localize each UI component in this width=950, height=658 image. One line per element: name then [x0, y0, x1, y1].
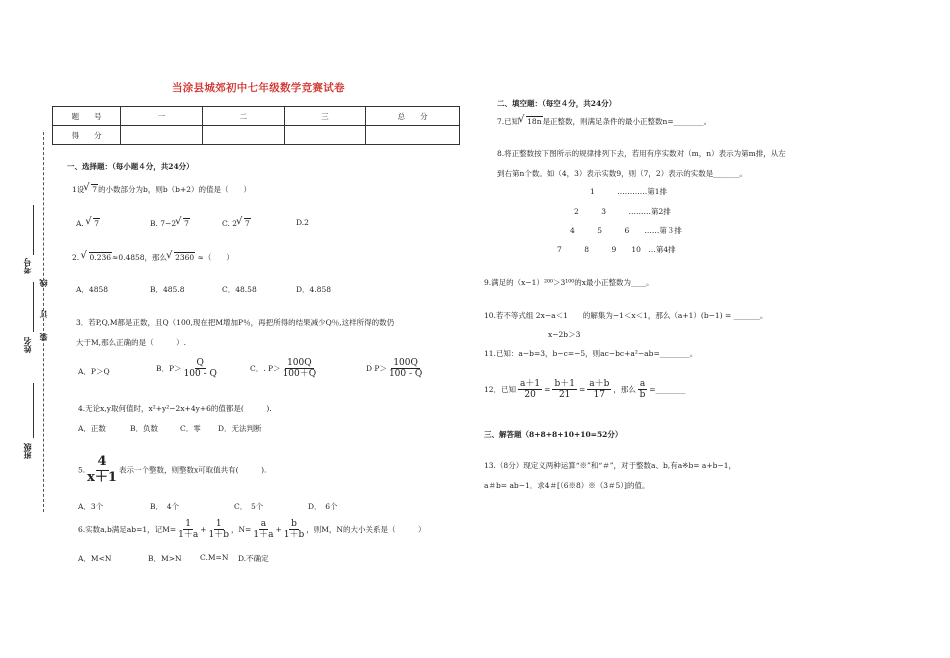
q4-option-a: A．正数	[78, 424, 106, 433]
score-header-item: 题 号	[53, 107, 121, 126]
xingming-blank-line	[33, 282, 34, 332]
q4-option-b: B．负数	[130, 424, 159, 433]
score-cell	[121, 126, 203, 145]
q13-line1: 13.（8分）现定义两种运算“※”和“＃”，对于整数a、b,有a※b= a+b−1，	[484, 461, 737, 470]
q4-text: 4.无论x,y取何值时，x²+y²−2x+4y+6的值都是( ).	[78, 404, 272, 413]
q5-option-a: A．3个	[78, 502, 104, 511]
question-5: 5. $\frac{4}{x+1}$ 表示一个整数，则整数x可取值共有( ).	[78, 454, 267, 485]
score-header-part2: 二	[202, 107, 284, 126]
q6-option-a: A．M<N	[78, 554, 112, 563]
score-header-part3: 三	[284, 107, 366, 126]
score-table-score-row	[53, 126, 460, 145]
q1-sqrt: √ 7	[84, 184, 98, 194]
q3-option-c: C．. P＞ $\frac{100Q}{100+Q}$	[250, 358, 317, 380]
q5-option-c: C． 5个	[234, 502, 264, 511]
q3-option-d: D P＞ $\frac{100Q}{100 - Q}$	[366, 358, 423, 380]
score-row-label: 得 分	[53, 126, 121, 145]
q4-option-c: C．零	[180, 424, 201, 433]
question-6: 6.实数a,b满足ab=1，记M= $\frac{1}{1+a}$ + $\frac{1}{1+b}$ ，N= $\frac{a}{1+a}$ + $\frac{b}{1+b}$ ，则M，N的大小关系是（ ）	[78, 519, 426, 541]
xingming-label: 姓名	[22, 337, 32, 353]
score-header-part1: 一	[121, 107, 203, 126]
question-12: 12．已知 $\frac{a+1}{20}$ = $\frac{b+1}{21}$ = $\frac{a+b}{17}$ ，那么 $\frac{a}{b}$ =________	[484, 379, 686, 401]
q5-option-b: B． 4个	[150, 502, 180, 511]
q13-line2: a＃b= ab−1．求4＃[（6※8）※（3＃5）]的值。	[484, 481, 650, 490]
q8-line2: 到右第n个数。如（4，3）表示实数9，则（7，2）表示的实数是_______。	[497, 169, 747, 178]
question-2: 2. √ 0.236≈0.4858，那么√ 2360 ≈（ ）	[72, 252, 234, 263]
q8-row-3: 4 5 6 ……第３排	[570, 226, 682, 235]
q9-text: 9.满足的（x−1）²⁰⁰＞3¹⁰⁰的x最小正整数为____。	[484, 278, 654, 287]
q6-option-d: D.不确定	[238, 554, 269, 563]
question-7: 7.已知√ 18n是正整数，则满足条件的最小正整数n=________。	[497, 116, 711, 127]
q3-option-b: B．P＞ $\frac{Q}{100 - Q}$	[156, 358, 217, 380]
q10-line2: x−2b＞3	[548, 330, 581, 339]
q2-option-c: C．48.58	[222, 285, 257, 294]
q3-option-a: A．P＞Q	[78, 367, 110, 376]
binding-xian: 线	[38, 279, 48, 287]
score-table-header-row	[53, 107, 460, 126]
q8-line1: 8.将正整数按下图所示的规律排列下去，若用有序实数对（m，n）表示为第m排，从左	[497, 149, 786, 158]
kaohao-blank-line	[33, 205, 34, 255]
score-cell	[202, 126, 284, 145]
page-title: 当涂县城郊初中七年级数学竞赛试卷	[172, 82, 345, 94]
q3-line1: 3．若P,Q,M都是正数，且Q（100,现在把M增加P％，再把所得的结果减少Q％,这样所得的数仍	[76, 318, 395, 327]
q3-line2: 大于M,那么正确的是（ ）.	[76, 338, 186, 347]
kaohao-label: 考号	[22, 258, 32, 274]
q2-option-b: B．485.8	[150, 285, 185, 294]
binding-zhuang: 装	[38, 333, 48, 341]
score-cell	[366, 126, 460, 145]
section2-title: 二、填空题：（每空４分，共24分）	[497, 99, 617, 108]
binding-dashed-line	[43, 132, 44, 512]
score-table	[52, 106, 460, 145]
banji-blank-line	[33, 383, 34, 438]
q1-option-a: A. √ 7	[76, 218, 100, 228]
q2-option-d: D．4.858	[296, 285, 331, 294]
section3-title: 三、解答题（8+8+8+10+10=52分）	[484, 430, 623, 439]
q5-option-d: D． 6个	[308, 502, 338, 511]
q1-option-c: C. 2√ 7	[222, 218, 251, 228]
score-cell	[284, 126, 366, 145]
q1-post: 的小数部分为b，则b（b+2）的值是（ ）	[98, 185, 252, 194]
q6-option-b: B．M>N	[148, 554, 182, 563]
binding-ding: 订	[38, 310, 48, 318]
q1-option-d: D.2	[296, 218, 309, 227]
q1-option-b: B. 7−2√ 7	[150, 218, 190, 228]
q1-pre: 1设	[72, 185, 85, 194]
banji-label: 班级	[22, 443, 32, 459]
q10-line1: 10.若不等式组 2x−a＜1 的解集为−1＜x＜1，那么（a+1）(b−1) = _______。	[484, 311, 768, 320]
q11-text: 11.已知：a−b=3，b−c=−5，则ac−bc+a²−ab=________。	[484, 349, 698, 358]
score-header-total: 总 分	[366, 107, 460, 126]
question-1	[72, 184, 251, 195]
q8-row-4: 7 8 9 10 …第4排	[557, 245, 676, 254]
q4-option-d: D．无法判断	[218, 424, 262, 433]
q6-option-c: C.M=N	[200, 553, 229, 562]
q2-option-a: A．4858	[76, 285, 109, 294]
q8-row-2: 2 3 ………第2排	[574, 207, 671, 216]
section1-title: 一、选择题：（每小题４分，共24分）	[67, 162, 194, 171]
q8-row-1: 1 …………第1排	[590, 187, 668, 196]
